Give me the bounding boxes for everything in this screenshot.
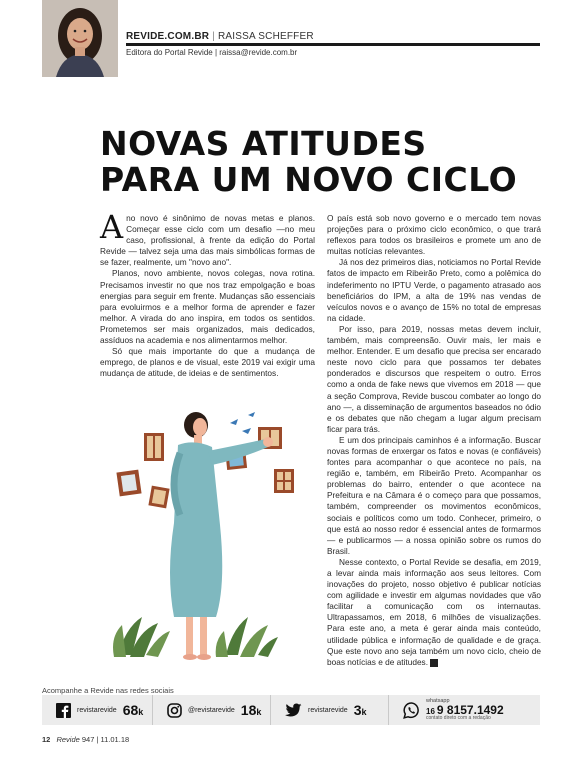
header-rule [126,43,540,46]
whatsapp-link[interactable] [388,695,540,725]
window-icon [144,433,164,461]
twitter-count: 3k [353,702,367,718]
author-photo [42,0,118,77]
paragraph: Só que mais importante do que a mudança de emprego, de planos e de visual, este 2019 vai exigir uma mudança de atitude, de ideias e de sentimentos. [100,346,315,379]
byline-separator: | [212,31,215,42]
paragraph-text: no novo é sinônimo de novas metas e planos. Começar esse ciclo com um desafio —no meu caso, profissional, à frente da edição do Portal Revide — talvez seja uma das mais simbólicas formas de se fazer, realmente, um "novo ano". [100,213,315,268]
social-caption: Acompanhe a Revide nas redes sociais [42,686,174,695]
paragraph [100,208,315,268]
author-header [42,0,540,78]
plant-right [216,617,278,657]
paragraph: E um dos principais caminhos é a informação. Buscar novas formas de enxergar os fatos e novas (e confiáveis) fontes para acompanhar o que acontece no país, na região e, também, em Ribeirão Preto. Acompanhar os problemas do bairro, entender o que acontece na Prefeitura e na Câmara é o começo para que possamos, também, compreender os movimentos econômicos, sociais e políticos como um todo. Conhecer, primeiro, o que está ao nosso redor é essencial antes de formarmos — e publicarmos — a nossa opinião sobre os rumos do Brasil. [327,434,541,556]
whatsapp-info [426,699,504,722]
author-name: RAISSA SCHEFFER [217,31,314,42]
instagram-handle: @revistarevide [188,706,235,714]
paragraph: O país está sob novo governo e o mercado tem novas projeções para o próximo ciclo econômico, o que trará reflexos para todos os brasileiros e promete um ano de muitas notícias relevantes. [327,213,541,257]
title-line-1: NOVAS ATITUDES [100,124,427,163]
title-line-2: PARA UM NOVO CICLO [100,160,518,199]
paragraph [327,557,541,668]
facebook-count: 68k [122,702,144,718]
article-title [100,126,540,198]
whatsapp-subtitle: contato direto com a redação [426,715,491,722]
bird-icon [230,412,255,434]
article-column-left [100,208,315,379]
author-role: Editora do Portal Revide | raissa@revide.com.br [126,48,298,57]
paragraph: Por isso, para 2019, nossas metas devem incluir, também, mais compreensão. Ouvir mais, ler mais e melhor. Entender. E um desafio que precisa ser encarado neste novo ciclo para que possamos ter debates ponderados e discursos que respeitem o outro. Erros como a onda de fake news que vivemos em 2018 — que a seção Comprova, Revide buscou combater ao longo do ano —, a disseminação de argumentos baseados no ódio e os debates que não chegam a lugar algum precisam ficar para trás. [327,323,541,434]
paragraph: Planos, novo ambiente, novos colegas, nova rotina. Precisamos investir no que nos traz empolgação e boas energias para seguir em frente. Mudanças são essenciais para evoluirmos e a melhor forma de aprender e fazer melhor. A virada do ano inspira, em todos os sentidos. Prometemos ser mais organizados, mais dedicados, assíduos na academia e nos alimentarmos melhor. [100,268,315,346]
facebook-handle: revistarevide [77,706,117,714]
paragraph: Já nos dez primeiros dias, noticiamos no Portal Revide fatos de impacto em Ribeirão Preto, como a polêmica do indeferimento no IPTU Verde, o pagamento atrasado aos beneficiários do IPM, a alta de 19% nas vendas de veículos novos e o avanço de 15% no total de empresas na cidade. [327,257,541,323]
page-number: 12 [42,735,51,744]
twitter-link[interactable] [270,695,388,725]
article-illustration [108,405,308,667]
whatsapp-label: whatsapp [426,697,450,704]
instagram-link[interactable] [152,695,270,725]
woman-figure [170,412,273,660]
twitter-icon [285,703,302,718]
instagram-count: 18k [240,702,262,718]
window-icon [148,486,169,509]
whatsapp-icon [403,702,420,719]
end-mark-icon: R [430,659,438,667]
window-icon [274,469,294,493]
drop-cap: A [100,208,124,246]
window-icon [116,470,141,497]
article-column-right [327,213,541,668]
whatsapp-number: 16 9 8157.1492 [426,703,504,718]
magazine-name: Revide [56,735,80,744]
social-bar [42,695,540,725]
page-footer [42,735,129,744]
twitter-handle: revistarevide [308,706,348,714]
outlet-name: REVIDE.COM.BR [126,31,210,42]
paragraph-text: Nesse contexto, o Portal Revide se desafia, em 2019, a levar ainda mais informação aos seus leitores. Com inovações do projeto, nosso objetivo é publicar notícias com agilidade e investir em algumas novidades que vão facilitar a comunicação com os internautas. Ultrapassamos, em 2018, 6 milhões de visualizações. Para este ano, a meta é gerar ainda mais conteúdo, utilidade pública e informação de qualidade e de graça. Que este novo ano seja também um novo ciclo, cheio de boas notícias e de atitudes. [327,556,541,667]
issue-info: 947 | 11.01.18 [81,735,130,744]
facebook-link[interactable] [42,695,152,725]
instagram-icon [167,703,182,718]
plant-left [113,617,170,657]
byline [126,31,314,42]
facebook-icon [56,703,71,718]
